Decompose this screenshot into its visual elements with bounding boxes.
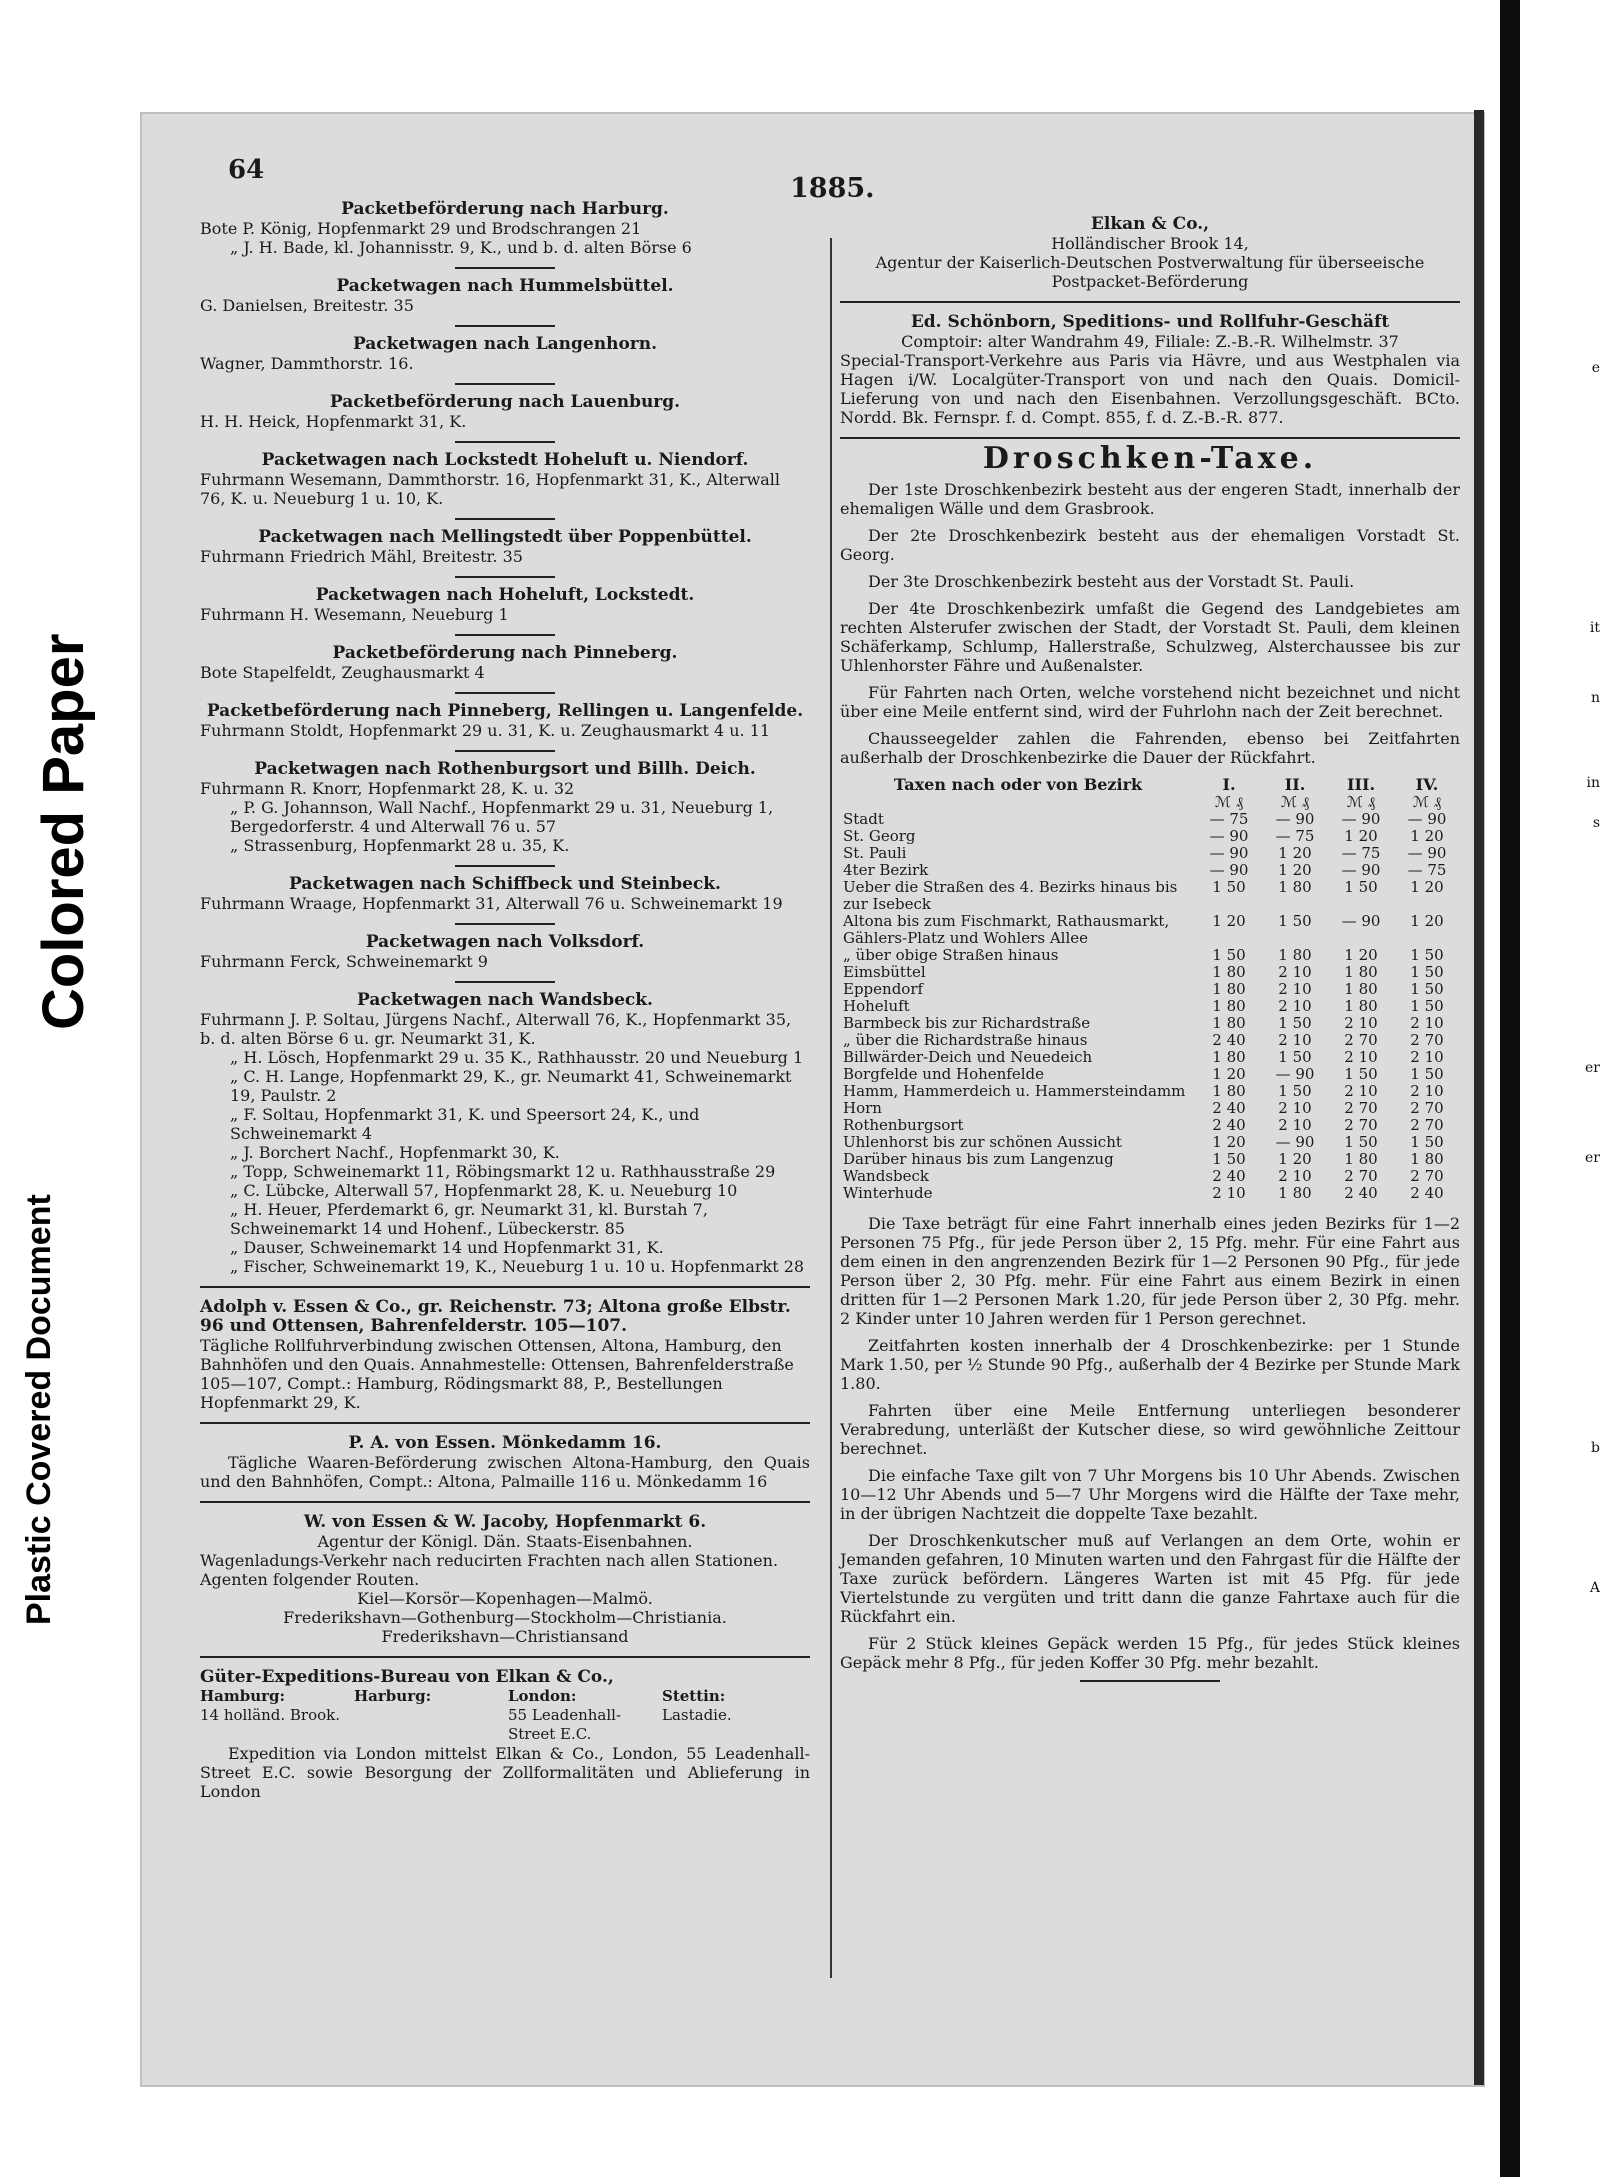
fare-cell: — 75 — [1209, 810, 1249, 828]
edge-fragment: er — [1585, 1150, 1600, 1166]
fare-cell: 1 80 — [1410, 1150, 1444, 1168]
block-line: Bote P. König, Hopfenmarkt 29 und Brodschrangen 21 — [200, 219, 642, 238]
fare-cell: 1 20 — [1344, 946, 1378, 964]
table-row — [840, 1134, 1460, 1151]
city-hamburg — [200, 1687, 348, 1744]
block-line: „ F. Soltau, Hopfenmarkt 31, K. und Speersort 24, K., und Schweinemarkt 4 — [230, 1105, 700, 1143]
row-label: Hoheluft — [843, 997, 910, 1015]
intro-paragraph: Der 2te Droschkenbezirk besteht aus der ehemaligen Vorstadt St. Georg. — [840, 526, 1460, 564]
block-line: „ C. Lübcke, Alterwall 57, Hopfenmarkt 28, K. u. Neueburg 10 — [230, 1181, 738, 1200]
edge-fragment: it — [1589, 620, 1600, 636]
end-rule — [1080, 1680, 1220, 1682]
plastic-document-label: Plastic Covered Document — [20, 1194, 58, 1625]
fare-cell: 2 70 — [1410, 1167, 1444, 1185]
block-line: Bote Stapelfeldt, Zeughausmarkt 4 — [200, 663, 485, 682]
row-label: St. Georg — [843, 827, 916, 845]
intro-paragraph: Der 4te Droschkenbezirk umfaßt die Gegend des Landgebietes am rechten Alsterufer zwischen der Stadt, der Vorstadt St. Pauli, dem kleinen Schäferkamp, Schlump, Hallerstraße, Schulzweg, Alsterchaussee bis zur Uhlenhorster Fähre und Außenalster. — [840, 599, 1460, 675]
unit-label: ℳ ₰ — [1280, 793, 1310, 811]
edge-fragment: A — [1589, 1580, 1600, 1596]
table-row — [840, 1185, 1460, 1202]
fare-cell: — 75 — [1275, 827, 1315, 845]
taxe-table — [840, 775, 1460, 1202]
fare-cell: 1 50 — [1212, 946, 1246, 964]
pa-essen-title: P. A. von Essen. Mönkedamm 16. — [348, 1433, 662, 1453]
fare-cell: 2 70 — [1344, 1099, 1378, 1117]
city-name: London: — [508, 1687, 577, 1705]
block-title: Packetbeförderung nach Pinneberg. — [332, 643, 678, 663]
block-line: Fuhrmann J. P. Soltau, Jürgens Nachf., Alterwall 76, K., Hopfenmarkt 35, b. d. alten Börse 6 u. gr. Neumarkt 31, K. — [200, 1010, 792, 1048]
elkan-text: Agentur der Kaiserlich-Deutschen Postverwaltung für überseeische Postpacket-Beförderung — [875, 253, 1425, 291]
fare-cell: 2 10 — [1410, 1014, 1444, 1032]
block-title: Packetwagen nach Mellingstedt über Poppenbüttel. — [258, 527, 752, 547]
row-label: Barmbeck bis zur Richardstraße — [843, 1014, 1091, 1032]
edge-fragment: in — [1586, 775, 1600, 791]
fare-cell: 2 40 — [1212, 1031, 1246, 1049]
fare-cell: 1 20 — [1410, 827, 1444, 845]
fare-cell: 2 10 — [1278, 997, 1312, 1015]
schoenborn-text: Special-Transport-Verkehre aus Paris via Hävre, und aus Westphalen via Hagen i/W. Localgüter-Transport von und nach den Quais. Domicil-Lieferung von und nach den Eisenbahnen. Verzollungsgeschäft. BCto. Nordd. Bk. Fernspr. f. d. Compt. 855, f. d. Z.-B.-R. 877. — [840, 351, 1460, 427]
fare-cell: 1 80 — [1212, 980, 1246, 998]
intro-paragraph: Der 1ste Droschkenbezirk besteht aus der engeren Stadt, innerhalb der ehemaligen Wälle und dem Grasbrook. — [840, 480, 1460, 518]
fare-cell: 2 10 — [1278, 1167, 1312, 1185]
fare-cell: 1 50 — [1410, 1133, 1444, 1151]
fare-cell: 2 10 — [1278, 1099, 1312, 1117]
block-separator — [455, 634, 555, 636]
fare-cell: 2 10 — [1278, 1116, 1312, 1134]
outro-paragraph: Für 2 Stück kleines Gepäck werden 15 Pfg., für jedes Stück kleines Gepäck mehr 8 Pfg., für jeden Koffer 30 Pfg. mehr bezahlt. — [840, 1634, 1460, 1672]
essen-text: Tägliche Rollfuhrverbindung zwischen Ottensen, Altona, Hamburg, den Bahnhöfen und den Quais. Annahmestelle: Ottensen, Bahrenfelderstraße 105—107, Compt.: Hamburg, Rödingsmarkt 88, P., Bestellungen Hopfenmarkt 29, K. — [200, 1336, 794, 1412]
fare-cell: 2 10 — [1344, 1014, 1378, 1032]
pa-essen-text: Tägliche Waaren-Beförderung zwischen Altona-Hamburg, den Quais und den Bahnhöfen, Compt.: Altona, Palmaille 116 u. Mönkedamm 16 — [200, 1453, 810, 1491]
block-line: H. H. Heick, Hopfenmarkt 31, K. — [200, 412, 467, 431]
unit-label: ℳ ₰ — [1412, 793, 1442, 811]
unit-label: ℳ ₰ — [1346, 793, 1376, 811]
fare-cell: 2 70 — [1344, 1116, 1378, 1134]
fare-cell: 1 80 — [1212, 997, 1246, 1015]
fare-cell: 1 80 — [1278, 946, 1312, 964]
transport-block — [200, 451, 810, 508]
fare-cell: 1 20 — [1212, 1133, 1246, 1151]
block-title: Packetwagen nach Lockstedt Hoheluft u. Niendorf. — [261, 450, 749, 470]
fare-cell: 2 10 — [1410, 1048, 1444, 1066]
table-header-row — [840, 775, 1460, 794]
pa-essen-section — [200, 1434, 810, 1491]
fare-cell: 2 70 — [1410, 1031, 1444, 1049]
block-line: „ H. Heuer, Pferdemarkt 6, gr. Neumarkt 31, kl. Burstah 7, Schweinemarkt 14 und Hohenf., Lübeckerstr. 85 — [230, 1200, 708, 1238]
right-column — [840, 215, 1460, 1690]
block-line: Fuhrmann Wraage, Hopfenmarkt 31, Alterwall 76 u. Schweinemarkt 19 — [200, 894, 783, 913]
block-separator — [455, 865, 555, 867]
fare-cell: — 90 — [1209, 827, 1249, 845]
table-row — [840, 1151, 1460, 1168]
edge-fragment: er — [1585, 1060, 1600, 1076]
fare-cell: 1 80 — [1344, 1150, 1378, 1168]
fare-cell: 1 20 — [1410, 878, 1444, 896]
city-london — [508, 1687, 656, 1744]
fare-cell: — 90 — [1209, 844, 1249, 862]
fare-cell: 1 20 — [1278, 1150, 1312, 1168]
page-number: 64 — [228, 155, 265, 185]
fare-cell: 2 40 — [1212, 1116, 1246, 1134]
row-label: St. Pauli — [843, 844, 907, 862]
table-row — [840, 828, 1460, 845]
fare-cell: — 90 — [1341, 912, 1381, 930]
fare-cell: — 90 — [1407, 844, 1447, 862]
jacoby-title: W. von Essen & W. Jacoby, Hopfenmarkt 6. — [303, 1512, 707, 1532]
elkan-title: Elkan & Co., — [1090, 214, 1210, 234]
block-title: Packetwagen nach Hummelsbüttel. — [336, 276, 674, 296]
city-harburg — [354, 1687, 502, 1744]
fare-cell: 1 20 — [1212, 1065, 1246, 1083]
block-separator — [455, 267, 555, 269]
row-label: Eimsbüttel — [843, 963, 926, 981]
gueter-section — [200, 1668, 810, 1801]
fare-cell: 2 10 — [1278, 963, 1312, 981]
gueter-cities — [200, 1687, 810, 1744]
fare-cell: 1 80 — [1278, 878, 1312, 896]
table-row — [840, 1066, 1460, 1083]
block-title: Packetbeförderung nach Pinneberg, Rellingen u. Langenfelde. — [206, 701, 804, 721]
block-line: „ H. Lösch, Hopfenmarkt 29 u. 35 K., Rathhausstr. 20 und Neueburg 1 — [230, 1048, 804, 1067]
fare-cell: 2 10 — [1278, 980, 1312, 998]
fare-cell: — 75 — [1341, 844, 1381, 862]
table-row — [840, 1049, 1460, 1066]
section-rule — [200, 1286, 810, 1288]
fare-cell: — 90 — [1275, 1133, 1315, 1151]
fare-cell: 2 10 — [1278, 1031, 1312, 1049]
fare-cell: 1 80 — [1344, 997, 1378, 1015]
table-row — [840, 1032, 1460, 1049]
transport-block — [200, 644, 810, 682]
row-label: Rothenburgsort — [843, 1116, 964, 1134]
fare-cell: 1 20 — [1410, 912, 1444, 930]
fare-cell: 1 50 — [1410, 963, 1444, 981]
edge-fragment: s — [1592, 815, 1600, 831]
block-line: Fuhrmann Ferck, Schweinemarkt 9 — [200, 952, 488, 971]
city-address: 55 Leadenhall-Street E.C. — [508, 1706, 622, 1743]
table-head-label: Taxen nach oder von Bezirk — [893, 775, 1143, 794]
intro-paragraph: Für Fahrten nach Orten, welche vorstehend nicht bezeichnet und nicht über eine Meile entfernt sind, wird der Fuhrlohn nach der Zeit berechnet. — [840, 683, 1460, 721]
jacoby-line: Agenten folgender Routen. — [200, 1570, 420, 1589]
fare-cell: 1 50 — [1212, 878, 1246, 896]
city-name: Hamburg: — [200, 1687, 286, 1705]
block-separator — [455, 576, 555, 578]
elkan-section — [840, 215, 1460, 291]
fare-cell: — 90 — [1407, 810, 1447, 828]
block-separator — [455, 325, 555, 327]
row-label: „ über die Richardstraße hinaus — [843, 1031, 1088, 1049]
page-border-shadow — [1474, 110, 1484, 2085]
binding-shadow — [1500, 0, 1520, 2177]
table-row — [840, 913, 1460, 947]
fare-cell: 2 40 — [1212, 1167, 1246, 1185]
row-label: „ über obige Straßen hinaus — [843, 946, 1059, 964]
table-row — [840, 845, 1460, 862]
city-address: 14 holländ. Brook. — [200, 1706, 340, 1724]
block-separator — [455, 923, 555, 925]
intro-paragraph: Chausseegelder zahlen die Fahrenden, ebenso bei Zeitfahrten außerhalb der Droschkenbezirke die Dauer der Rückfahrt. — [840, 729, 1460, 767]
fare-cell: 2 40 — [1344, 1184, 1378, 1202]
block-separator — [455, 441, 555, 443]
fare-cell: 2 70 — [1410, 1116, 1444, 1134]
block-line: Wagner, Dammthorstr. 16. — [200, 354, 414, 373]
section-rule — [200, 1656, 810, 1658]
block-separator — [455, 750, 555, 752]
block-line: Fuhrmann H. Wesemann, Neueburg 1 — [200, 605, 509, 624]
block-line: G. Danielsen, Breitestr. 35 — [200, 296, 414, 315]
row-label: Uhlenhorst bis zur schönen Aussicht — [843, 1133, 1122, 1151]
colored-paper-label: Colored Paper — [31, 633, 96, 1030]
table-row — [840, 1083, 1460, 1100]
gueter-text: Expedition via London mittelst Elkan & Co., London, 55 Leadenhall-Street E.C. sowie Besorgung der Zollformalitäten und Ablieferung in London — [200, 1744, 810, 1801]
table-row — [840, 981, 1460, 998]
taxe-body — [840, 811, 1460, 1202]
block-line: Fuhrmann Wesemann, Dammthorstr. 16, Hopfenmarkt 31, K., Alterwall 76, K. u. Neueburg 1 u. 10, K. — [200, 470, 781, 508]
schoenborn-section — [840, 313, 1460, 427]
transport-block — [200, 586, 810, 624]
intro-paragraph: Der 3te Droschkenbezirk besteht aus der Vorstadt St. Pauli. — [868, 572, 1355, 591]
fare-cell: 1 50 — [1278, 912, 1312, 930]
col-head: II. — [1284, 775, 1306, 794]
block-separator — [455, 383, 555, 385]
block-line: „ Strassenburg, Hopfenmarkt 28 u. 35, K. — [230, 836, 570, 855]
fare-cell: 1 50 — [1344, 878, 1378, 896]
fare-cell: 1 50 — [1212, 1150, 1246, 1168]
page-year: 1885. — [790, 173, 875, 204]
table-row — [840, 1168, 1460, 1185]
block-title: Packetwagen nach Langenhorn. — [352, 334, 658, 354]
jacoby-section — [200, 1513, 810, 1646]
section-rule — [840, 301, 1460, 303]
jacoby-line: Frederikshavn—Gothenburg—Stockholm—Christiania. — [283, 1608, 727, 1627]
fare-cell: — 90 — [1275, 810, 1315, 828]
fare-cell: 1 20 — [1278, 861, 1312, 879]
transport-block — [200, 702, 810, 740]
row-label: Altona bis zum Fischmarkt, Rathausmarkt, Gählers-Platz und Wohlers Allee — [843, 912, 1170, 947]
edge-fragment: b — [1591, 1440, 1600, 1456]
transport-block — [200, 335, 810, 373]
table-row — [840, 1100, 1460, 1117]
block-title: Packetwagen nach Wandsbeck. — [357, 990, 653, 1010]
transport-block — [200, 393, 810, 431]
row-label: Wandsbeck — [843, 1167, 929, 1185]
col-head: I. — [1222, 775, 1236, 794]
block-line: Fuhrmann R. Knorr, Hopfenmarkt 28, K. u. 32 — [200, 779, 575, 798]
outro-paragraph: Die Taxe beträgt für eine Fahrt innerhalb eines jeden Bezirks für 1—2 Personen 75 Pfg., für jede Person über 2, 15 Pfg. mehr. Für eine Fahrt aus dem einen in den angrenzenden Bezirk für 1—2 Personen 90 Pfg., für jede Person über 2, 30 Pfg. mehr. Für eine Fahrt aus einem Bezirk in einen dritten für 1—2 Personen Mark 1.20, für jede Person über 2, 30 Pfg. mehr. 2 Kinder unter 10 Jahren werden für 1 Person gerechnet. — [840, 1214, 1460, 1328]
block-line: „ C. H. Lange, Hopfenmarkt 29, K., gr. Neumarkt 41, Schweinemarkt 19, Paulstr. 2 — [230, 1067, 792, 1105]
block-separator — [455, 981, 555, 983]
transport-block — [200, 277, 810, 315]
block-line: „ Dauser, Schweinemarkt 14 und Hopfenmarkt 31, K. — [230, 1238, 664, 1257]
block-separator — [455, 518, 555, 520]
table-row — [840, 1117, 1460, 1134]
block-line: Fuhrmann Stoldt, Hopfenmarkt 29 u. 31, K. u. Zeughausmarkt 4 u. 11 — [200, 721, 771, 740]
fare-cell: 2 10 — [1212, 1184, 1246, 1202]
fare-cell: 1 20 — [1344, 827, 1378, 845]
side-label-strip — [0, 0, 130, 2177]
jacoby-line: Kiel—Korsör—Kopenhagen—Malmö. — [357, 1589, 653, 1608]
fare-cell: 1 80 — [1212, 1014, 1246, 1032]
section-rule — [840, 437, 1460, 439]
gueter-title: Güter-Expeditions-Bureau von Elkan & Co., — [200, 1667, 614, 1687]
city-name: Harburg: — [354, 1687, 432, 1705]
outro-paragraph: Die einfache Taxe gilt von 7 Uhr Morgens bis 10 Uhr Abends. Zwischen 10—12 Uhr Abends und 5—7 Uhr Morgens wird die Hälfte der Taxe mehr, in der übrigen Nachtzeit die doppelte Taxe bezahlt. — [840, 1466, 1460, 1523]
taxe-title: Droschken-Taxe. — [982, 441, 1318, 476]
jacoby-line: Frederikshavn—Christiansand — [381, 1627, 629, 1646]
transport-block — [200, 760, 810, 855]
row-label: Eppendorf — [843, 980, 924, 998]
essen-section — [200, 1298, 810, 1412]
fare-cell: — 90 — [1341, 810, 1381, 828]
transport-block — [200, 933, 810, 971]
fare-cell: 1 80 — [1212, 963, 1246, 981]
row-label: 4ter Bezirk — [843, 861, 929, 879]
block-line: „ J. Borchert Nachf., Hopfenmarkt 30, K. — [230, 1143, 560, 1162]
row-label: Winterhude — [843, 1184, 933, 1202]
fare-cell: 1 20 — [1212, 912, 1246, 930]
row-label: Stadt — [843, 810, 884, 828]
edge-fragment: n — [1590, 690, 1600, 706]
block-title: Packetwagen nach Volksdorf. — [365, 932, 645, 952]
table-row — [840, 998, 1460, 1015]
table-row — [840, 1015, 1460, 1032]
essen-title: Adolph v. Essen & Co., gr. Reichenstr. 73; Altona große Elbstr. 96 und Ottensen, Bahrenfelderstr. 105—107. — [200, 1297, 791, 1336]
fare-cell: 1 80 — [1278, 1184, 1312, 1202]
left-blocks — [200, 200, 810, 1276]
jacoby-line: Wagenladungs-Verkehr nach reducirten Frachten nach allen Stationen. — [200, 1551, 779, 1570]
fare-cell: 1 80 — [1344, 963, 1378, 981]
fare-cell: 2 70 — [1410, 1099, 1444, 1117]
fare-cell: 2 10 — [1344, 1048, 1378, 1066]
column-divider — [830, 238, 832, 1978]
left-column — [200, 200, 810, 1811]
fare-cell: 1 50 — [1410, 946, 1444, 964]
table-unit-row — [840, 794, 1460, 811]
fare-cell: 1 50 — [1410, 997, 1444, 1015]
fare-cell: — 75 — [1407, 861, 1447, 879]
outro-paragraph: Fahrten über eine Meile Entfernung unterliegen besonderer Verabredung, unterläßt der Kutscher diese, so wird gewöhnliche Zeittour berechnet. — [840, 1401, 1460, 1458]
fare-cell: 1 50 — [1278, 1048, 1312, 1066]
elkan-sub: Holländischer Brook 14, — [1051, 234, 1249, 253]
table-row — [840, 862, 1460, 879]
table-row — [840, 879, 1460, 913]
fare-cell: 1 80 — [1212, 1048, 1246, 1066]
block-title: Packetbeförderung nach Lauenburg. — [329, 392, 681, 412]
taxe-intro — [840, 480, 1460, 767]
table-row — [840, 964, 1460, 981]
fare-cell: 1 50 — [1278, 1014, 1312, 1032]
block-title: Packetwagen nach Rothenburgsort und Billh. Deich. — [254, 759, 756, 779]
block-line: „ Topp, Schweinemarkt 11, Röbingsmarkt 12 u. Rathhausstraße 29 — [230, 1162, 776, 1181]
fare-cell: 1 50 — [1344, 1065, 1378, 1083]
jacoby-line: Agentur der Königl. Dän. Staats-Eisenbahnen. — [317, 1532, 693, 1551]
fare-cell: 1 80 — [1344, 980, 1378, 998]
unit-label: ℳ ₰ — [1214, 793, 1244, 811]
transport-block — [200, 875, 810, 913]
block-title: Packetwagen nach Hoheluft, Lockstedt. — [315, 585, 695, 605]
fare-cell: 1 50 — [1410, 980, 1444, 998]
fare-cell: — 90 — [1209, 861, 1249, 879]
fare-cell: 2 40 — [1410, 1184, 1444, 1202]
fare-cell: — 90 — [1275, 1065, 1315, 1083]
block-title: Packetbeförderung nach Harburg. — [341, 199, 669, 219]
fare-cell: 2 10 — [1410, 1082, 1444, 1100]
fare-cell: 2 40 — [1212, 1099, 1246, 1117]
fare-cell: 2 10 — [1344, 1082, 1378, 1100]
fare-cell: 1 20 — [1278, 844, 1312, 862]
fare-cell: 2 70 — [1344, 1031, 1378, 1049]
city-stettin — [662, 1687, 810, 1744]
col-head: IV. — [1415, 775, 1439, 794]
fare-cell: — 90 — [1341, 861, 1381, 879]
col-head: III. — [1346, 775, 1376, 794]
fare-cell: 1 80 — [1212, 1082, 1246, 1100]
block-title: Packetwagen nach Schiffbeck und Steinbeck. — [289, 874, 721, 894]
row-label: Darüber hinaus bis zum Langenzug — [843, 1150, 1114, 1168]
fare-cell: 1 50 — [1410, 1065, 1444, 1083]
block-line: „ J. H. Bade, kl. Johannisstr. 9, K., und b. d. alten Börse 6 — [230, 238, 692, 257]
row-label: Billwärder-Deich und Neuedeich — [843, 1048, 1093, 1066]
row-label: Ueber die Straßen des 4. Bezirks hinaus bis zur Isebeck — [843, 878, 1178, 913]
transport-block — [200, 991, 810, 1276]
block-line: „ P. G. Johannson, Wall Nachf., Hopfenmarkt 29 u. 31, Neueburg 1, Bergedorferstr. 4 und Alterwall 76 u. 57 — [230, 798, 774, 836]
row-label: Hamm, Hammerdeich u. Hammersteindamm — [843, 1082, 1186, 1100]
table-row — [840, 947, 1460, 964]
schoenborn-title: Ed. Schönborn, Speditions- und Rollfuhr-Geschäft — [910, 312, 1390, 332]
row-label: Borgfelde und Hohenfelde — [843, 1065, 1045, 1083]
block-line: „ Fischer, Schweinemarkt 19, K., Neueburg 1 u. 10 u. Hopfenmarkt 28 — [230, 1257, 805, 1276]
transport-block — [200, 200, 810, 257]
section-rule — [200, 1501, 810, 1503]
block-line: Fuhrmann Friedrich Mähl, Breitestr. 35 — [200, 547, 523, 566]
block-separator — [455, 692, 555, 694]
outro-paragraph: Der Droschkenkutscher muß auf Verlangen an dem Orte, wohin er Jemanden gefahren, 10 Minuten warten und den Fahrgast für die Hälfte der Taxe zurück befördern. Längeres Warten ist mit 45 Pfg. für jede Viertelstunde zu vergüten und tritt dann die ganze Fahrtaxe auch für die Rückfahrt ein. — [840, 1531, 1460, 1626]
row-label: Horn — [843, 1099, 882, 1117]
city-address: Lastadie. — [662, 1706, 732, 1724]
fare-cell: 2 70 — [1344, 1167, 1378, 1185]
transport-block — [200, 528, 810, 566]
city-name: Stettin: — [662, 1687, 726, 1705]
schoenborn-sub: Comptoir: alter Wandrahm 49, Filiale: Z.-B.-R. Wilhelmstr. 37 — [901, 332, 1399, 351]
taxe-outro — [840, 1214, 1460, 1672]
fare-cell: 1 50 — [1344, 1133, 1378, 1151]
edge-fragment: e — [1591, 360, 1600, 376]
outro-paragraph: Zeitfahrten kosten innerhalb der 4 Droschkenbezirke: per 1 Stunde Mark 1.50, per ½ Stunde 90 Pfg., außerhalb der 4 Bezirke per Stunde Mark 1.80. — [840, 1336, 1460, 1393]
section-rule — [200, 1422, 810, 1424]
table-row — [840, 811, 1460, 828]
fare-cell: 1 50 — [1278, 1082, 1312, 1100]
